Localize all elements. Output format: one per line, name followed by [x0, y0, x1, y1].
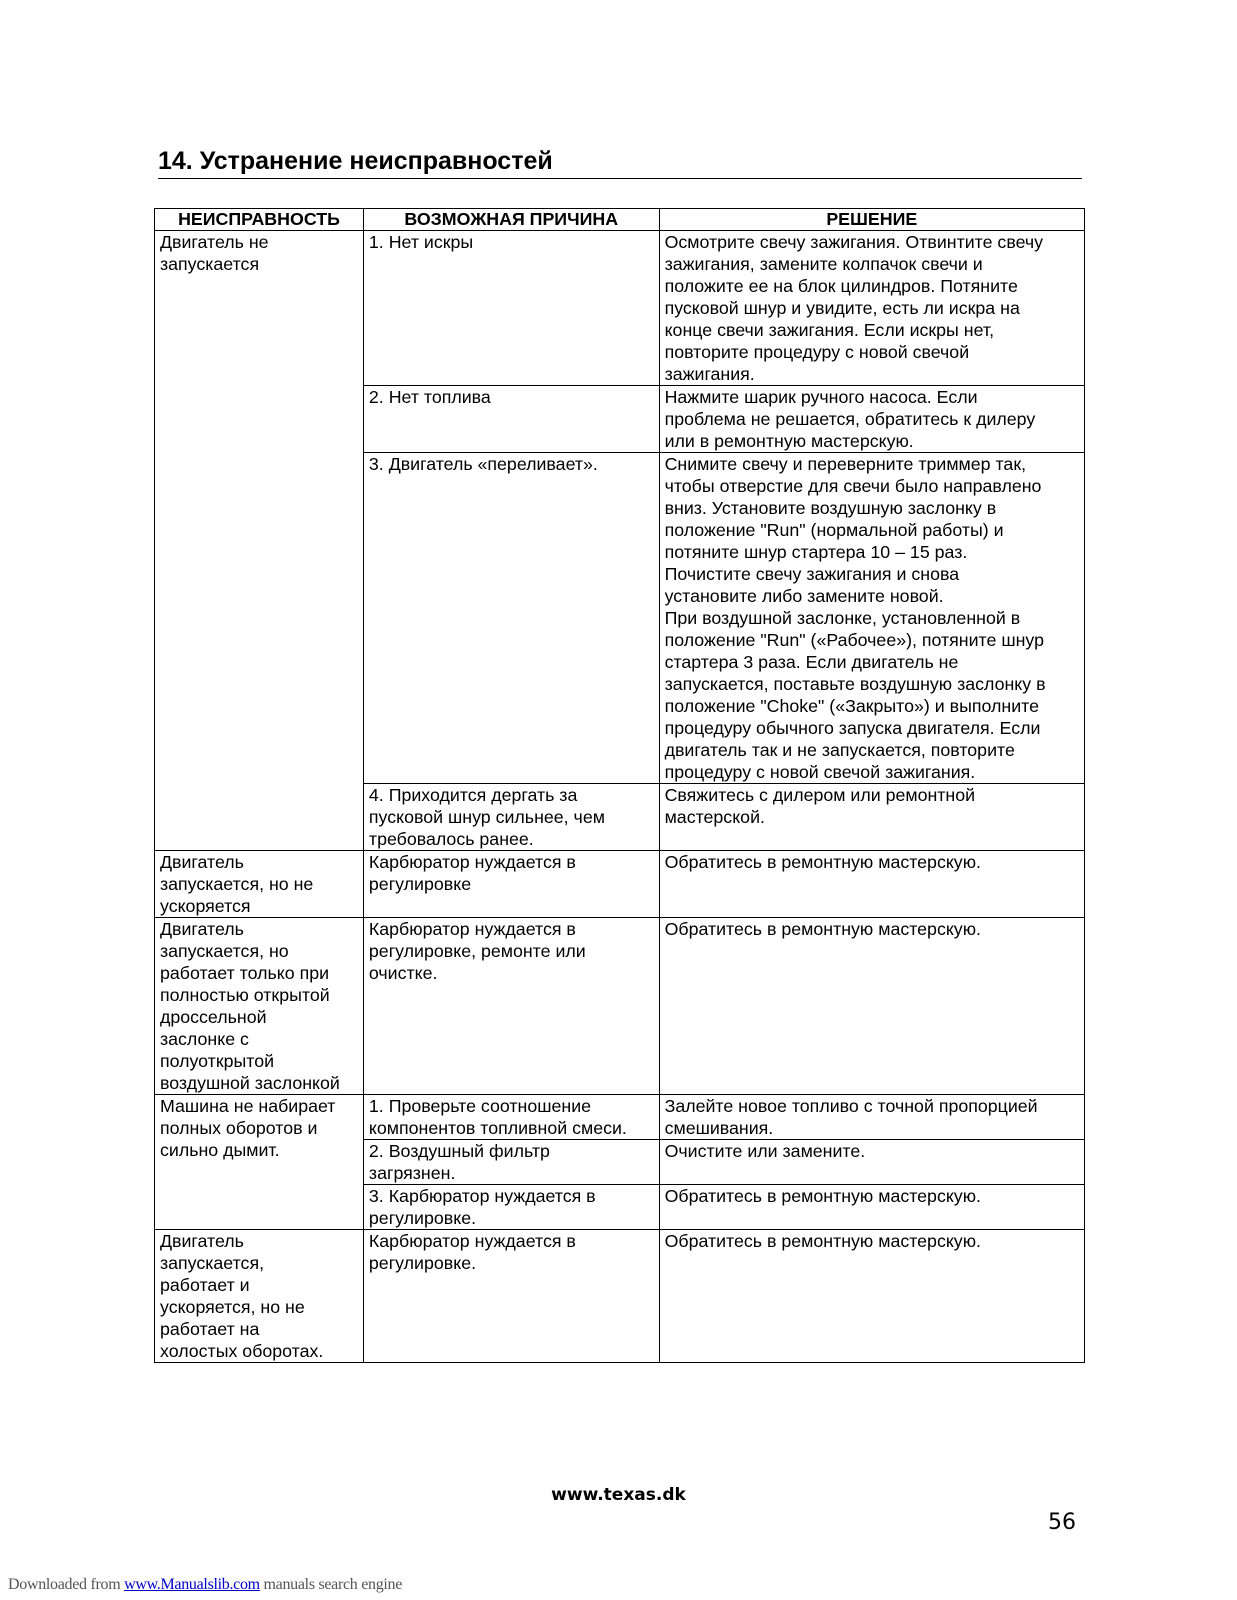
solution-cell: Снимите свечу и переверните триммер так, чтобы отверстие для свечи было направлено вниз. Установите воздушную заслонку в положение "Run" (нормальной работы) и потяните шнур стартера 10 – 15 раз. Почистите свечу зажигания и снова установите либо замените новой. При воздушной заслонке, установленной в положение "Run" («Рабочее»), потяните шнур стартера 3 раза. Если двигатель не запускается, поставьте воздушную заслонку в положение "Choke" («Закрыто») и выполните процедуру обычного запуска двигателя. Если двигатель так и не запускается, повторите процедуру с новой свечой зажигания. — [659, 453, 1084, 784]
cause-cell: Карбюратор нуждается в регулировке, ремонте или очистке. — [363, 918, 659, 1095]
cause-cell: 3. Карбюратор нуждается в регулировке. — [363, 1185, 659, 1230]
cause-cell: 1. Нет искры — [363, 231, 659, 386]
download-watermark — [8, 1576, 402, 1594]
solution-cell: Очистите или замените. — [659, 1140, 1084, 1185]
solution-cell: Свяжитесь с дилером или ремонтной мастерской. — [659, 784, 1084, 851]
fault-cell: Двигатель запускается, но работает только при полностью открытой дроссельной заслонке с полуоткрытой воздушной заслонкой — [155, 918, 364, 1095]
table-header-row — [155, 209, 1085, 231]
manualslib-link[interactable]: www.Manualslib.com — [124, 1576, 260, 1593]
cause-cell: 2. Воздушный фильтр загрязнен. — [363, 1140, 659, 1185]
cause-cell: 2. Нет топлива — [363, 386, 659, 453]
fault-cell: Двигатель запускается, работает и ускоряется, но не работает на холостых оборотах. — [155, 1230, 364, 1363]
cause-cell: 1. Проверьте соотношение компонентов топливной смеси. — [363, 1095, 659, 1140]
section-heading — [158, 146, 1082, 179]
footer-url: www.texas.dk — [551, 1485, 686, 1505]
cause-cell: Карбюратор нуждается в регулировке — [363, 851, 659, 918]
solution-cell: Обратитесь в ремонтную мастерскую. — [659, 918, 1084, 1095]
solution-cell: Осмотрите свечу зажигания. Отвинтите свечу зажигания, замените колпачок свечи и положите ее на блок цилиндров. Потяните пусковой шнур и увидите, есть ли искра на конце свечи зажигания. Если искры нет, повторите процедуру с новой свечой зажигания. — [659, 231, 1084, 386]
page-number: 56 — [1048, 1510, 1076, 1535]
section-number: 14. — [158, 147, 193, 175]
header-solution: РЕШЕНИЕ — [659, 209, 1084, 231]
cause-cell: Карбюратор нуждается в регулировке. — [363, 1230, 659, 1363]
table-row — [155, 1095, 1085, 1140]
table-row — [155, 1230, 1085, 1363]
fault-cell: Двигатель не запускается — [155, 231, 364, 851]
cause-cell: 4. Приходится дергать за пусковой шнур сильнее, чем требовалось ранее. — [363, 784, 659, 851]
section-title: Устранение неисправностей — [199, 147, 553, 175]
fault-cell: Двигатель запускается, но не ускоряется — [155, 851, 364, 918]
fault-cell: Машина не набирает полных оборотов и сильно дымит. — [155, 1095, 364, 1230]
solution-cell: Обратитесь в ремонтную мастерскую. — [659, 1230, 1084, 1363]
solution-cell: Обратитесь в ремонтную мастерскую. — [659, 1185, 1084, 1230]
watermark-prefix: Downloaded from — [8, 1576, 125, 1593]
header-fault: НЕИСПРАВНОСТЬ — [155, 209, 364, 231]
header-cause: ВОЗМОЖНАЯ ПРИЧИНА — [363, 209, 659, 231]
solution-cell: Нажмите шарик ручного насоса. Если проблема не решается, обратитесь к дилеру или в ремонтную мастерскую. — [659, 386, 1084, 453]
watermark-suffix: manuals search engine — [259, 1576, 403, 1593]
cause-cell: 3. Двигатель «переливает». — [363, 453, 659, 784]
table-row — [155, 918, 1085, 1095]
table-row — [155, 851, 1085, 918]
table-row — [155, 231, 1085, 386]
solution-cell: Обратитесь в ремонтную мастерскую. — [659, 851, 1084, 918]
solution-cell: Залейте новое топливо с точной пропорцией смешивания. — [659, 1095, 1084, 1140]
troubleshooting-table — [154, 208, 1085, 1363]
